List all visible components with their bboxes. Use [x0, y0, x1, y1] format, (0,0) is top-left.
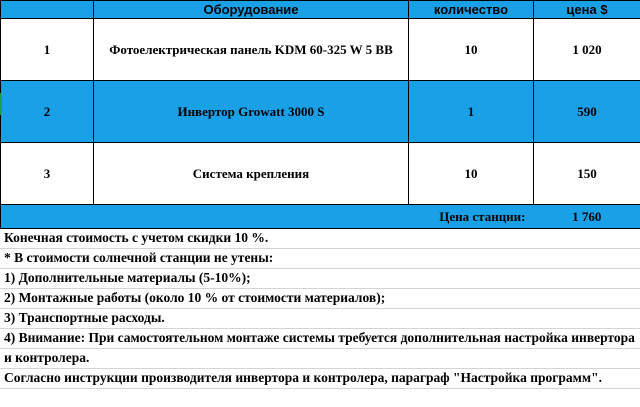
header-cell-number	[1, 1, 94, 19]
gridline	[0, 388, 640, 389]
cell-price[interactable]: 150	[534, 143, 640, 205]
total-value[interactable]: 1 760	[534, 205, 640, 229]
note-line-instructions[interactable]: Согласно инструкции производителя инвертора и контролера, параграф "Настройка программ".	[4, 370, 602, 385]
cell-number[interactable]: 3	[1, 143, 94, 205]
total-row	[1, 205, 640, 229]
cell-number[interactable]: 2	[1, 81, 94, 143]
cell-price[interactable]: 1 020	[534, 19, 640, 81]
table-header-row	[1, 1, 640, 19]
cell-quantity[interactable]: 1	[409, 81, 534, 143]
cell-equipment[interactable]: Фотоелектрическая панель KDM 60-325 W 5 BB	[94, 19, 409, 81]
cell-quantity[interactable]: 10	[409, 19, 534, 81]
note-line-discount[interactable]: Конечная стоимость с учетом скидки 10 %.	[4, 230, 269, 245]
table-row[interactable]	[1, 19, 640, 81]
note-line-transport[interactable]: 3) Транспортные расходы.	[4, 310, 165, 325]
note-line-materials[interactable]: 1) Дополнительные материалы (5-10%);	[4, 270, 251, 285]
header-cell-equipment[interactable]: Оборудование	[94, 1, 409, 19]
cell-quantity[interactable]: 10	[409, 143, 534, 205]
total-blank-cell	[1, 205, 409, 229]
cell-equipment[interactable]: Система крепления	[94, 143, 409, 205]
note-line-warning[interactable]: 4) Внимание: При самостоятельном монтаже системы требуется дополнительная настройка инвертора и контролера.	[4, 330, 635, 365]
note-line-excluded-heading[interactable]: * В стоимости солнечной станции не утены:	[4, 250, 274, 265]
cell-price[interactable]: 590	[534, 81, 640, 143]
note-line-installation[interactable]: 2) Монтажные работы (около 10 % от стоимости материалов);	[4, 290, 386, 305]
selection-edge-marker	[0, 93, 2, 115]
table-row[interactable]	[1, 81, 640, 143]
header-cell-quantity[interactable]: количество	[409, 1, 534, 19]
cell-equipment[interactable]: Инвертор Growatt 3000 S	[94, 81, 409, 143]
header-cell-price[interactable]: цена $	[534, 1, 640, 19]
table-row[interactable]	[1, 143, 640, 205]
cell-number[interactable]: 1	[1, 19, 94, 81]
total-label: Цена станции:	[409, 205, 534, 229]
notes-block	[4, 228, 636, 388]
